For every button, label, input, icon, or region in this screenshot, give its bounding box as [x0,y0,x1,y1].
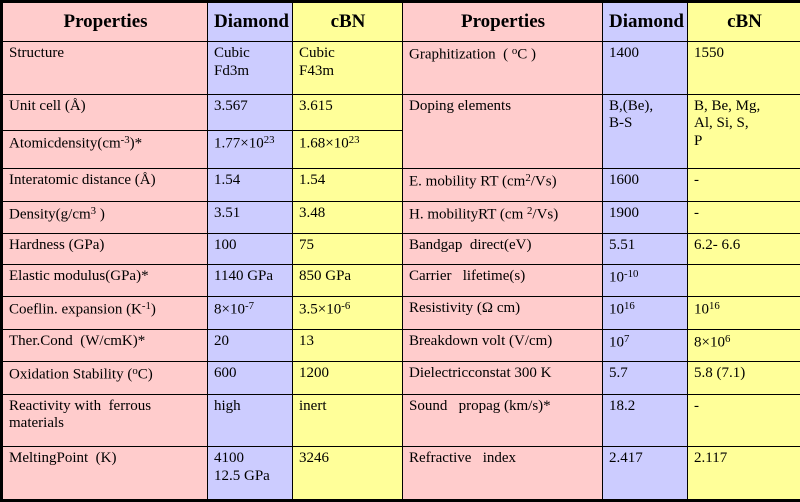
cell-cbn: 3.48 [293,201,403,234]
table-row [3,447,800,500]
cell-diamond: B,(Be), B-S [603,94,688,169]
table-row [3,234,800,265]
row-label: Elastic modulus(GPa)* [3,264,208,297]
cell-diamond: 4100 12.5 GPa [208,447,293,500]
cell-diamond: 5.51 [603,234,688,265]
cell-cbn: inert [293,394,403,447]
cell-cbn: - [688,201,800,234]
cell-diamond: 20 [208,329,293,362]
cell-cbn: $10^{16}$ [688,297,800,330]
diamond-cbn-comparison-table [2,2,800,500]
row-label: Hardness (GPa) [3,234,208,265]
cell-cbn: - [688,169,800,202]
row-label: Dielectricconstat 300 K [403,362,603,395]
cell-diamond: 600 [208,362,293,395]
cell-cbn: 6.2- 6.6 [688,234,800,265]
header-diamond-left: Diamond [208,3,293,42]
cell-diamond: $10^7$ [603,329,688,362]
row-label: Structure [3,41,208,94]
header-properties-right: Properties [403,3,603,42]
row-label: Breakdown volt (V/cm) [403,329,603,362]
cell-cbn: 75 [293,234,403,265]
cell-diamond: $1.77\times 10^{23}$ [208,130,293,168]
cell-cbn: 1200 [293,362,403,395]
row-label: Ther.Cond (W/cmK)* [3,329,208,362]
cell-diamond: $10^{-10}$ [603,264,688,297]
cell-diamond: high [208,394,293,447]
cell-diamond: 100 [208,234,293,265]
cell-diamond: Cubic Fd3m [208,41,293,94]
table-row [3,394,800,447]
table-row [3,362,800,395]
table-row [3,297,800,330]
header-cbn-right: cBN [688,3,800,42]
row-label: H. mobilityRT (cm $^2$/Vs) [403,201,603,234]
row-label: MeltingPoint (K) [3,447,208,500]
table-row [3,94,800,130]
cell-cbn: 1.54 [293,169,403,202]
row-label: $Atomicdensity(cm^{-3})*$ [3,130,208,168]
cell-cbn: 3.615 [293,94,403,130]
cell-cbn: 850 GPa [293,264,403,297]
cell-diamond: 1140 GPa [208,264,293,297]
row-label: E. mobility RT $(cm^2/Vs)$ [403,169,603,202]
row-label: Resistivity (Ω cm) [403,297,603,330]
cell-diamond: 1600 [603,169,688,202]
row-label: Oxidation Stability ($^o$C) [3,362,208,395]
row-label: Interatomic distance (Å) [3,169,208,202]
row-label: Carrier lifetime(s) [403,264,603,297]
header-cbn-left: cBN [293,3,403,42]
cell-cbn: $3.5\times 10^{-6}$ [293,297,403,330]
header-properties-left: Properties [3,3,208,42]
cell-diamond: 1900 [603,201,688,234]
row-label: Bandgap direct(eV) [403,234,603,265]
cell-cbn: 13 [293,329,403,362]
cell-diamond: 2.417 [603,447,688,500]
row-label: Graphitization ( $^o$C ) [403,41,603,94]
cell-cbn [688,264,800,297]
row-label: $Density(g/cm^3$ ) [3,201,208,234]
cell-cbn: $8\times 10^6$ [688,329,800,362]
cell-diamond: 3.567 [208,94,293,130]
table-row [3,201,800,234]
cell-cbn: $1.68\times 10^{23}$ [293,130,403,168]
table-row [3,41,800,94]
cell-cbn: - [688,394,800,447]
cell-cbn: 5.8 (7.1) [688,362,800,395]
cell-diamond: 5.7 [603,362,688,395]
cell-diamond: 1400 [603,41,688,94]
table-header-row [3,3,800,42]
cell-diamond: 18.2 [603,394,688,447]
cell-cbn: 1550 [688,41,800,94]
table-row [3,169,800,202]
cell-cbn: Cubic F43m [293,41,403,94]
cell-cbn: B, Be, Mg, Al, Si, S, P [688,94,800,169]
row-label: Doping elements [403,94,603,169]
cell-diamond: 1.54 [208,169,293,202]
row-label: Coeflin. expansion $(K^{-1})$ [3,297,208,330]
row-label: Reactivity with ferrous materials [3,394,208,447]
cell-cbn: 2.117 [688,447,800,500]
table-row [3,264,800,297]
table-row [3,329,800,362]
row-label: Sound propag (km/s)* [403,394,603,447]
cell-cbn: 3246 [293,447,403,500]
cell-diamond: $10^{16}$ [603,297,688,330]
cell-diamond: $8\times 10^{-7}$ [208,297,293,330]
row-label: Unit cell (Å) [3,94,208,130]
cell-diamond: 3.51 [208,201,293,234]
header-diamond-right: Diamond [603,3,688,42]
row-label: Refractive index [403,447,603,500]
